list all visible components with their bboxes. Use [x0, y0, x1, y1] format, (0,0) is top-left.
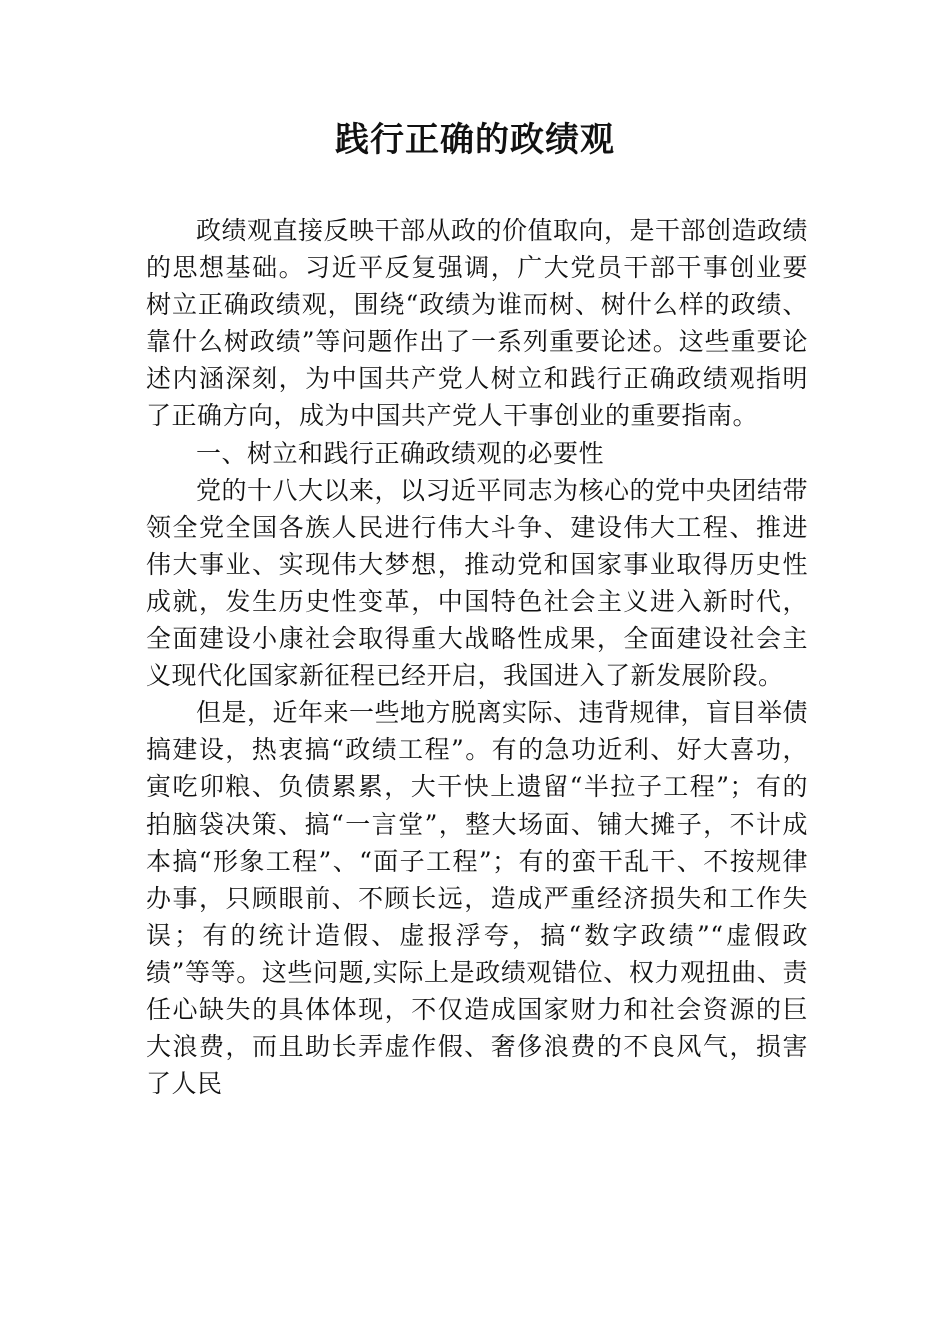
- section-heading: 一、树立和践行正确政绩观的必要性: [196, 438, 605, 468]
- document-title: 践行正确的政绩观: [335, 120, 615, 160]
- paragraph-achievements: 党的十八大以来，以习近平同志为核心的党中央团结带领全党全国各族人民进行伟大斗争、建设伟大工程、推进伟大事业、实现伟大梦想，推动党和国家事业取得历史性成就，发生历史性变革，中国特色社会主义进入新时代，全面建设小康社会取得重大战略性成果，全面建设社会主义现代化国家新征程已经开启，我国进入了新发展阶段。: [146, 475, 809, 691]
- document-body: [146, 212, 808, 1102]
- paragraph-problems: 但是，近年来一些地方脱离实际、违背规律，盲目举债搞建设，热衷搞“政绩工程”。有的急功近利、好大喜功，寅吃卯粮、负债累累，大干快上遗留“半拉子工程”；有的拍脑袋决策、搞“一言堂”，整大场面、铺大摊子，不计成本搞“形象工程”、“面子工程”；有的蛮干乱干、不按规律办事，只顾眼前、不顾长远，造成严重经济损失和工作失误；有的统计造假、虚报浮夸，搞“数字政绩”“虚假政绩”等等。这些问题,实际上是政绩观错位、权力观扭曲、责任心缺失的具体体现，不仅造成国家财力和社会资源的巨大浪费，而且助长弄虚作假、奢侈浪费的不良风气，损害了人民: [146, 698, 809, 1099]
- paragraph-intro: 政绩观直接反映干部从政的价值取向，是干部创造政绩的思想基础。习近平反复强调，广大党员干部干事创业要树立正确政绩观，围绕“政绩为谁而树、树什么样的政绩、靠什么树政绩”等问题作出了一系列重要论述。这些重要论述内涵深刻，为中国共产党人树立和践行正确政绩观指明了正确方向，成为中国共产党人干事创业的重要指南。: [146, 216, 809, 431]
